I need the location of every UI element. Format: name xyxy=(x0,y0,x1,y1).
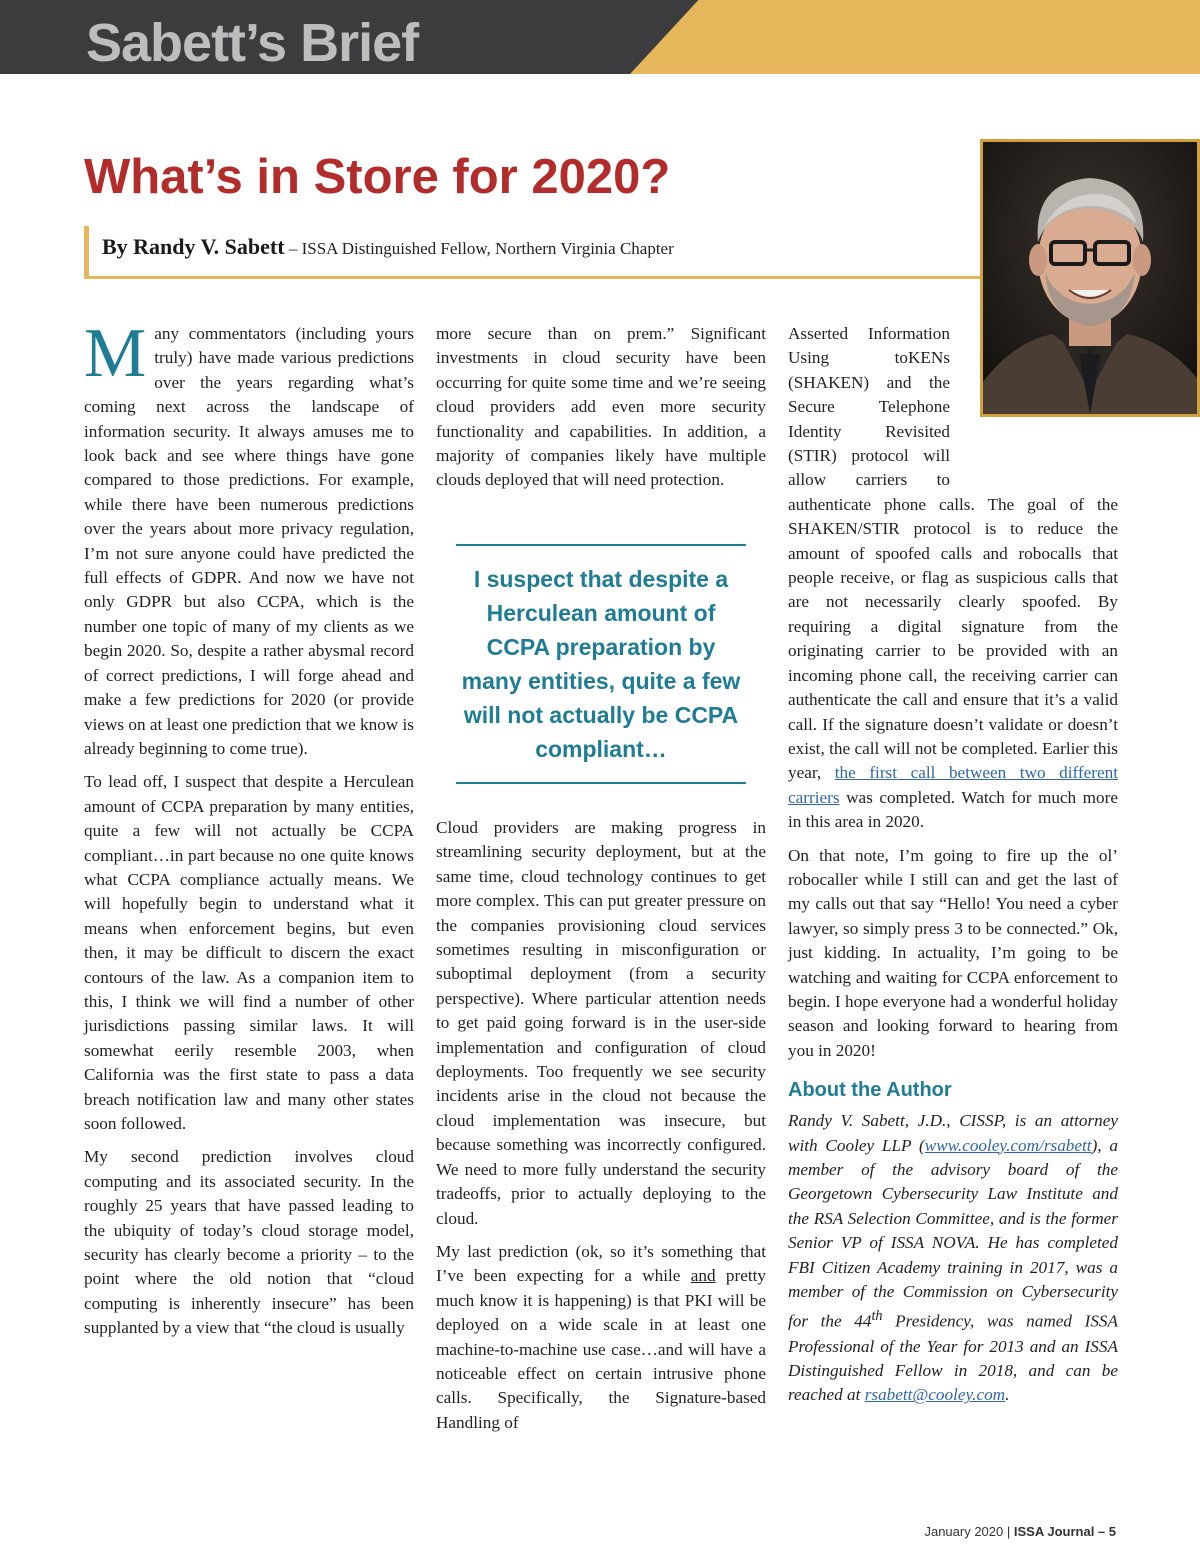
page-footer xyxy=(760,1524,1116,1539)
first-call-link[interactable]: the first call between two different carriers xyxy=(788,763,1119,807)
bio-text-c: Presidency, was named ISSA Professional of the Year for 2013 and an ISSA Distinguished Fellow in 2018, and can be reached at xyxy=(788,1312,1118,1405)
paragraph-pki-text-a: My last prediction (ok, so it’s something that I’ve been expecting for a while xyxy=(436,1241,766,1286)
footer-date: January 2020 xyxy=(924,1524,1004,1539)
byline-rule xyxy=(84,276,982,279)
column-1 xyxy=(84,315,414,1350)
paragraph-shaken-text-a: Asserted Information Using toKENs (SHAKEN) and the Secure Telephone Identity Revisited (STIR) protocol will allow carriers to authenticate phone calls. The goal of the SHAKEN/STIR protocol is to reduce the amount of spoofed calls and robocalls that people receive, or flag as suspicious calls that are not necessarily clearly spoofed. By requiring a digital signature from the originating carrier to be provided with an incoming phone call, the receiving carrier can authenticate the call and ensure that it’s a valid call. If the signature doesn’t validate or doesn’t exist, the call will not be completed. Earlier this year, xyxy=(788,324,1118,783)
pull-quote-rule-top xyxy=(456,544,746,546)
bio-superscript: th xyxy=(871,1308,883,1325)
paragraph-cloud-providers: Cloud providers are making progress in streamlining security deployment, but at the same time, cloud technology continues to get more complex. This can put greater pressure on the companies provisioning cloud services sometimes resulting in misconfiguration or suboptimal deployment (from a security perspective). Where particular attention needs to get paid going forward is in the user-side implementation and configuration of cloud deployments. Too frequently we see security incidents arise in the cloud not because the cloud implementation was insecure, but because something was incorrectly configured. We need to more fully understand the security tradeoffs, prior to actually deploying to the cloud. xyxy=(436,818,766,1228)
bio-text-b: ), a member of the advisory board of the Georgetown Cybersecurity Law Institute and the RSA Selection Committee, and is the former Senior VP of ISSA NOVA. He has completed FBI Citizen Academy training in 2017, was a member of the Commission on Cybersecurity for the 44 xyxy=(788,1135,1118,1332)
paragraph-pki xyxy=(436,1240,766,1435)
paragraph-shaken-text-b: was completed. Watch for much more in this area in 2020. xyxy=(788,787,1118,832)
bio-text-a: Randy V. Sabett, J.D., CISSP, is an attorney with Cooley LLP ( xyxy=(788,1111,1118,1155)
column-3 xyxy=(788,322,1118,1417)
author-name: By Randy V. Sabett xyxy=(102,234,285,259)
about-author-heading: About the Author xyxy=(788,1079,952,1102)
bio-end: . xyxy=(1005,1385,1010,1405)
paragraph-pki-text-b: pretty much know it is happening) is that PKI will be deployed on a wide scale in at least one machine-to-machine use case…and will have a noticeable effect on certain intrusive phone calls. Specifically, the Signature-based Handling of xyxy=(436,1266,766,1432)
pull-quote xyxy=(456,544,746,784)
emphasis-and: and xyxy=(690,1266,716,1286)
paragraph-ccpa: To lead off, I suspect that despite a Herculean amount of CCPA preparation by many entities, quite a few will not actually be CCPA compliant…in part because no one quite knows what CCPA compliance actually means. We will hopefully begin to understand what it means when enforcement begins, but even then, it may be difficult to discern the exact contours of the law. As a companion item to this, I think we will find a number of other jurisdictions passing similar laws. It will somewhat eerily resemble 2003, when California was the first state to pass a data breach notification law and many other states soon followed. xyxy=(84,772,414,1133)
footer-separator: | xyxy=(1006,1524,1011,1539)
author-affiliation: – ISSA Distinguished Fellow, Northern Virginia Chapter xyxy=(288,239,674,258)
paragraph-intro-text: any commentators (including yours truly) have made various predictions over the years regarding what’s coming next across the landscape of information security. It always amuses me to look back and see where things have gone compared to those predictions. For example, while there have been numerous predictions over the years about more privacy regulation, I’m not sure anyone could have predicted the full effects of GDPR. And now we have not only GDPR but also CCPA, which is the number one topic of many of my clients as we begin 2020. So, despite a rather abysmal record of correct predictions, I will forge ahead and make a few predictions for 2020 (or provide views on at least one prediction that we know is already beginning to come true). xyxy=(84,324,414,758)
paragraph-cloud-cont: more secure than on prem.” Significant investments in cloud security have been occurring for quite some time and we’re seeing cloud providers add even more security functionality and capabilities. In addition, a majority of companies likely have multiple clouds deployed that will need protection. xyxy=(436,324,766,490)
byline xyxy=(102,234,674,260)
cooley-profile-link[interactable]: www.cooley.com/rsabett xyxy=(924,1135,1092,1155)
author-bio xyxy=(788,1109,1118,1408)
column-2-bottom xyxy=(436,816,766,1444)
paragraph-closing: On that note, I’m going to fire up the ol’ robocaller while I still can and get the last of my calls out that say “Hello! You need a cyber lawyer, so simply press 3 to be connected.” Ok, just kidding. In actuality, I’m going to be watching and waiting for CCPA enforcement to begin. I hope everyone had a wonderful holiday season and looking forward to hearing from you in 2020! xyxy=(788,845,1118,1060)
drop-cap: M xyxy=(84,315,147,392)
footer-journal: ISSA Journal – 5 xyxy=(1013,1524,1116,1539)
author-email-link[interactable]: rsabett@cooley.com xyxy=(864,1385,1006,1405)
banner-gold-band xyxy=(630,0,1200,74)
column-brand: Sabett’s Brief xyxy=(86,13,419,73)
article-title: What’s in Store for 2020? xyxy=(84,150,671,204)
photo-wrap-space xyxy=(950,322,1118,474)
column-2-top xyxy=(436,322,766,502)
paragraph-cloud: My second prediction involves cloud computing and its associated security. In the roughly 25 years that have passed leading to the ubiquity of today’s cloud storage model, security has clearly become a priority – to the point where the old notion that “cloud computing is inherently insecure” has been supplanted by a view that “the cloud is usually xyxy=(84,1147,414,1338)
pull-quote-rule-bottom xyxy=(456,782,746,784)
pull-quote-text: I suspect that despite a Herculean amount of CCPA preparation by many entities, quite a few will not actually be CCPA compliant… xyxy=(461,566,741,762)
paragraph-intro xyxy=(84,315,414,761)
banner xyxy=(0,0,1200,74)
byline-accent-bar xyxy=(84,226,89,278)
